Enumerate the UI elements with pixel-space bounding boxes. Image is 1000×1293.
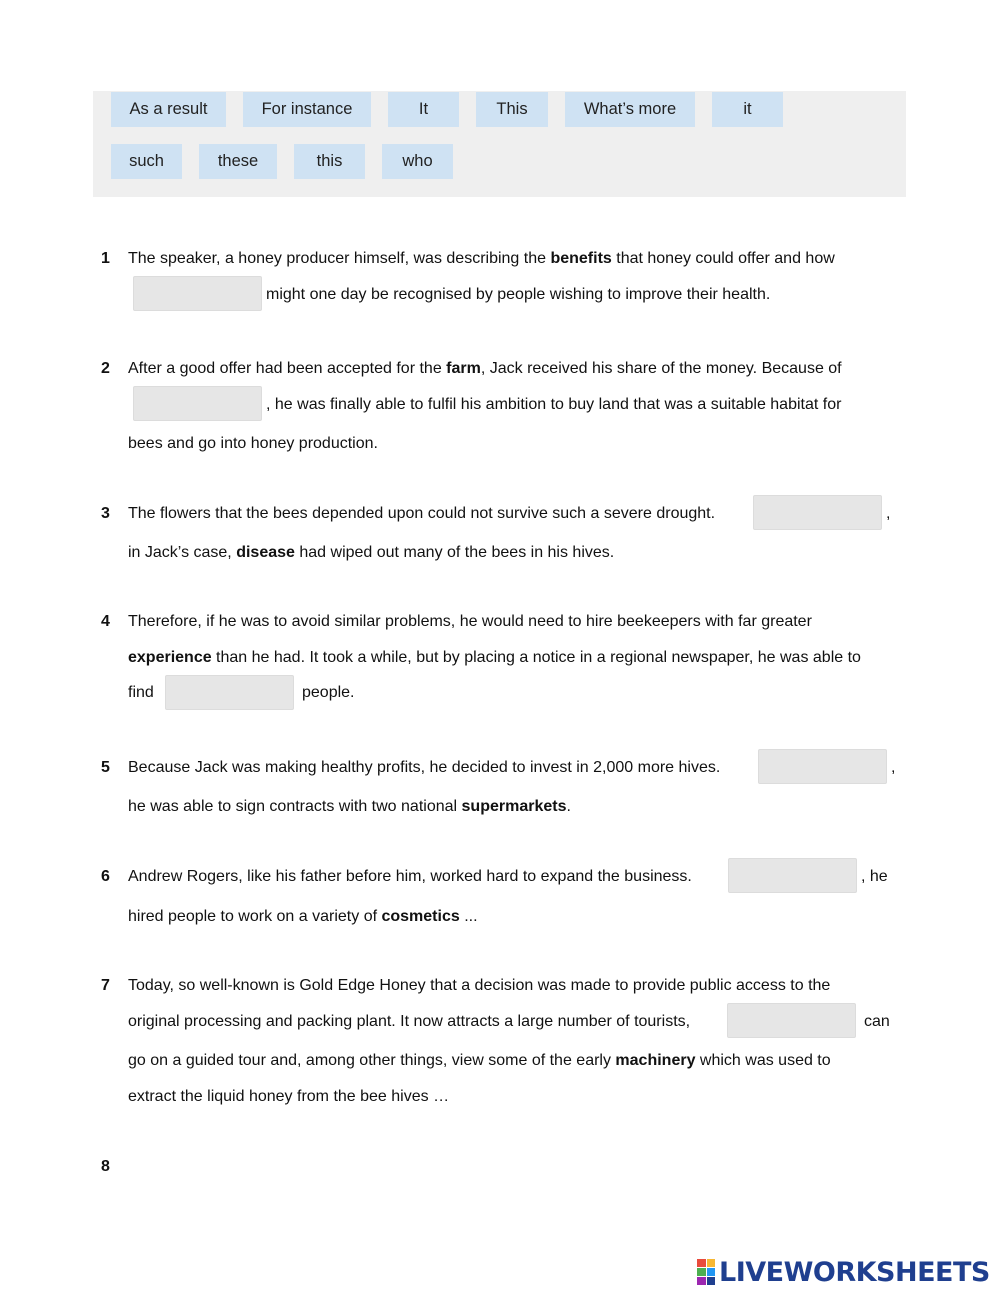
question-text: find [128,684,154,701]
question-number: 3 [101,505,110,522]
question-text: Today, so well-known is Gold Edge Honey that a decision was made to provide public access to the [128,977,831,994]
question-number: 5 [101,759,110,776]
answer-drop-zone[interactable] [727,1003,856,1038]
question-text: The flowers that the bees depended upon could not survive such a severe drought. [128,505,716,522]
logo-icon [697,1259,715,1285]
question-text: in Jack’s case, disease had wiped out many of the bees in his hives. [128,544,615,561]
question-text: After a good offer had been accepted for the farm, Jack received his share of the money. Because of [128,360,842,377]
word-chip[interactable]: it [712,92,783,127]
word-chip[interactable]: As a result [111,92,226,127]
answer-drop-zone[interactable] [133,276,262,311]
question-text: Andrew Rogers, like his father before him, worked hard to expand the business. [128,868,692,885]
question-text: original processing and packing plant. It now attracts a large number of tourists, [128,1013,691,1030]
word-chip[interactable]: such [111,144,182,179]
answer-drop-zone[interactable] [728,858,857,893]
word-chip[interactable]: these [199,144,277,179]
word-chip[interactable]: This [476,92,548,127]
question-text: people. [302,684,355,701]
question-text: can [864,1013,890,1030]
question-text: , he [861,868,888,885]
question-number: 4 [101,613,110,630]
word-chip[interactable]: It [388,92,459,127]
question-text: , [886,505,891,522]
word-chip[interactable]: this [294,144,365,179]
question-text: The speaker, a honey producer himself, was describing the benefits that honey could offer and how [128,250,835,267]
answer-drop-zone[interactable] [758,749,887,784]
question-text: Therefore, if he was to avoid similar problems, he would need to hire beekeepers with far greater [128,613,812,630]
question-number: 2 [101,360,110,377]
question-text: extract the liquid honey from the bee hives … [128,1088,450,1105]
word-chip[interactable]: What’s more [565,92,695,127]
answer-drop-zone[interactable] [753,495,882,530]
question-text: hired people to work on a variety of cosmetics ... [128,908,478,925]
word-chip[interactable]: who [382,144,453,179]
question-text: experience than he had. It took a while, but by placing a notice in a regional newspaper, he was able to [128,649,861,666]
logo-text: LIVEWORKSHEETS [719,1256,990,1288]
answer-drop-zone[interactable] [165,675,294,710]
question-text: might one day be recognised by people wishing to improve their health. [266,286,771,303]
question-number: 8 [101,1158,110,1175]
word-bank [93,91,906,197]
question-number: 1 [101,250,110,267]
answer-drop-zone[interactable] [133,386,262,421]
question-text: bees and go into honey production. [128,435,378,452]
word-chip[interactable]: For instance [243,92,371,127]
question-text: Because Jack was making healthy profits, he decided to invest in 2,000 more hives. [128,759,721,776]
question-text: , [891,759,896,776]
question-number: 7 [101,977,110,994]
liveworksheets-logo [697,1256,990,1288]
question-text: , he was finally able to fulfil his ambition to buy land that was a suitable habitat for [266,396,842,413]
question-text: he was able to sign contracts with two national supermarkets. [128,798,571,815]
question-number: 6 [101,868,110,885]
question-text: go on a guided tour and, among other things, view some of the early machinery which was used to [128,1052,831,1069]
